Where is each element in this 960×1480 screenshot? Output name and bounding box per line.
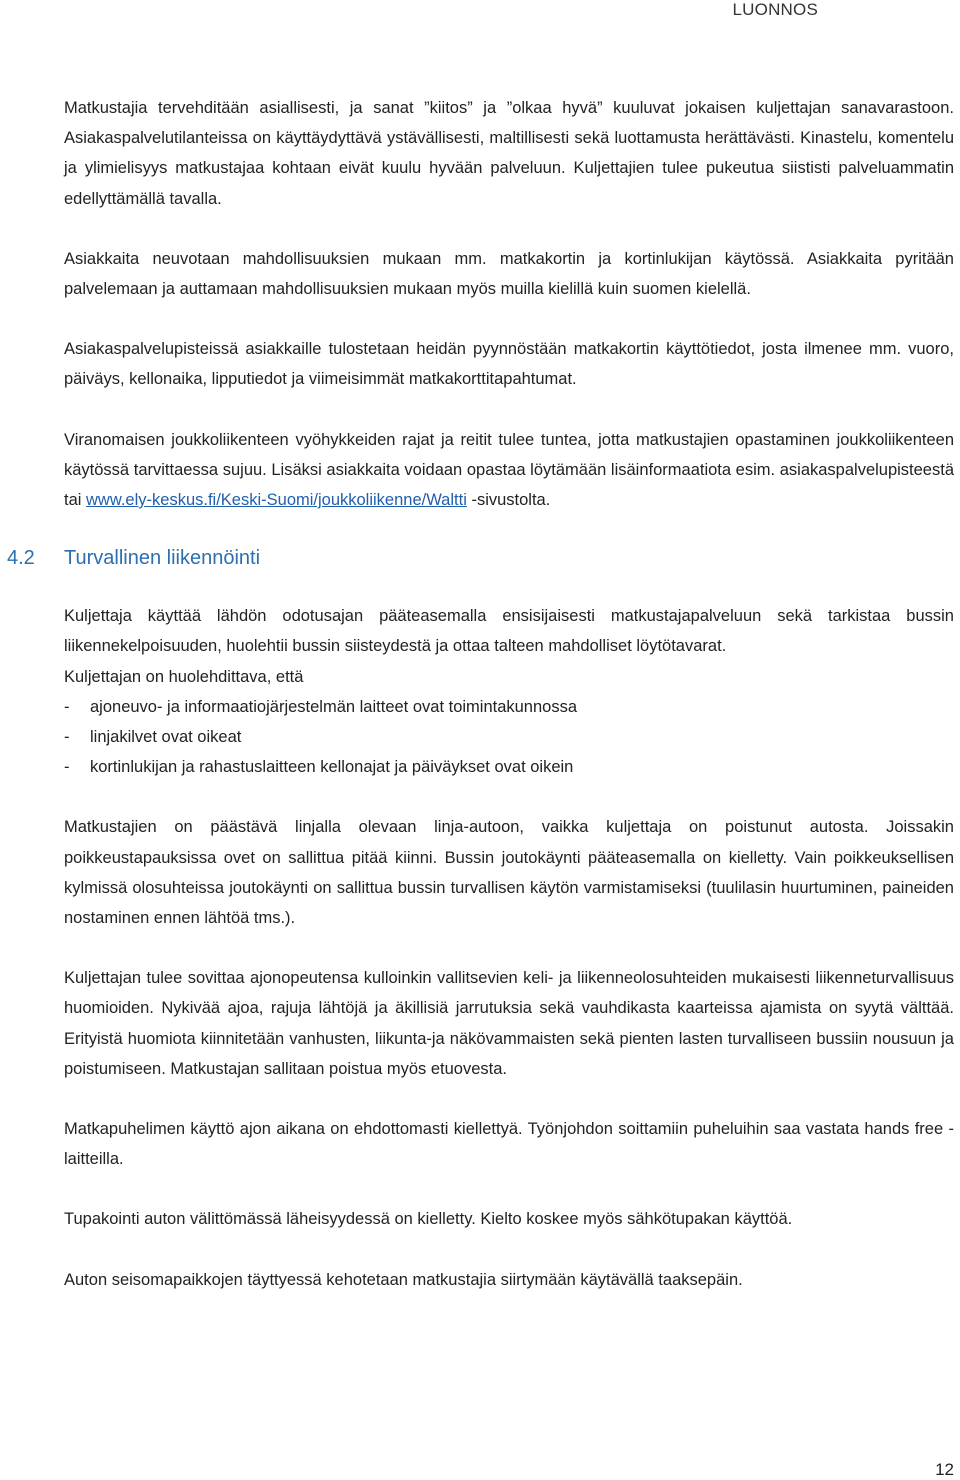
paragraph-greeting: Matkustajia tervehditään asiallisesti, ja sanat ”kiitos” ja ”olkaa hyvä” kuuluvat jokaisen kuljettajan sanavarastoon. Asiakaspalvelutilanteissa on käyttäydyttävä ystävällisesti, maltillisesti sekä luottamusta herättävästi. Kinastelu, komentelu ja ylimielisyys matkustajaa kohtaan eivät kuulu hyvään palveluun. Kuljettajien tulee pukeutua siististi palveluammatin edellyttämällä tavalla. (64, 99, 954, 208)
ely-keskus-link[interactable]: www.ely-keskus.fi/Keski-Suomi/joukkoliikenne/Waltti (86, 491, 467, 510)
section-title: Turvallinen liikennöinti (64, 547, 261, 570)
page-number: 12 (935, 1460, 954, 1479)
paragraph-boarding: Matkustajien on päästävä linjalla olevaan linja-autoon, vaikka kuljettaja on poistunut autosta. Joissakin poikkeustapauksissa ovet on sallittua pitää kiinni. Bussin joutokäynti pääteasemalla on kielletty. Vain poikkeuksellisen kylmissä olosuhteissa joutokäynti on sallittua bussin turvallisen käytön varmistamiseksi (tuulilasin huurtuminen, paineiden nostaminen ennen lähtöä tms.). (64, 818, 954, 928)
paragraph-zones (64, 425, 954, 516)
paragraph-speed: Kuljettajan tulee sovittaa ajonopeutensa kulloinkin vallitsevien keli- ja liikenneolosuhteiden mukaisesti liikenneturvallisuus huomioiden. Nykivää ajoa, rajuja lähtöjä ja äkillisiä jarrutuksia sekä vauhdikasta kaarteissa ajamista on syytä välttää. Erityistä huomiota kiinnitetään vanhusten, liikunta-ja näkövammaisten sekä pienten lasten turvalliseen bussiin nousuun ja poistumiseen. Matkustajan sallitaan poistua myös etuovesta. (64, 969, 954, 1078)
list-item: - ajoneuvo- ja informaatiojärjestelmän laitteet ovat toimintakunnossa (64, 692, 954, 722)
zones-text: Viranomaisen joukkoliikenteen vyöhykkeiden rajat ja reitit tulee tuntea, jotta matkustajien opastaminen joukkoliikenteen käytössä tarvittaessa sujuu. Lisäksi asiakkaita voidaan opastaa löytämään lisäinformaatiota esim. asiakaspalvelupisteestä tai (64, 430, 954, 510)
zones-text-end: -sivustolta. (466, 491, 551, 510)
paragraph-smoking: Tupakointi auton välittömässä läheisyydessä on kielletty. Kielto koskee myös sähkötupakan käyttöä. (64, 1210, 793, 1229)
list-item: - linjakilvet ovat oikeat (64, 722, 954, 752)
checklist (64, 692, 954, 783)
paragraph-service-points: Asiakaspalvelupisteissä asiakkaille tulostetaan heidän pyynnöstään matkakortin käyttötiedot, josta ilmenee mm. vuoro, päiväys, kellonaika, lipputiedot ja viimeisimmät matkakorttitapahtumat. (64, 340, 954, 389)
paragraph-advice: Asiakkaita neuvotaan mahdollisuuksien mukaan mm. matkakortin ja kortinlukijan käytössä. Asiakkaita pyritään palvelemaan ja auttamaan mahdollisuuksien mukaan myös muilla kielillä kuin suomen kielellä. (64, 249, 954, 299)
list-item: - kortinlukijan ja rahastuslaitteen kellonajat ja päiväykset ovat oikein (64, 752, 954, 782)
document-body (7, 93, 954, 1295)
paragraph-driver-duties: Kuljettaja käyttää lähdön odotusajan pääteasemalla ensisijaisesti matkustajapalveluun sekä tarkistaa bussin liikennekelpoisuuden, huolehtii bussin siisteydestä ja ottaa talteen mahdolliset löytötavarat. (64, 607, 954, 656)
paragraph-standing: Auton seisomapaikkojen täyttyessä kehotetaan matkustajia siirtymään käytävällä taaksepäin. (64, 1270, 743, 1289)
section-number: 4.2 (7, 547, 35, 570)
paragraph-phone: Matkapuhelimen käyttö ajon aikana on ehdottomasti kiellettyä. Työnjohdon soittamiin puheluihin saa vastata hands free -laitteilla. (64, 1120, 954, 1169)
section-heading (7, 543, 954, 573)
draft-label: LUONNOS (732, 0, 818, 19)
list-lead: Kuljettajan on huolehdittava, että (64, 667, 304, 686)
